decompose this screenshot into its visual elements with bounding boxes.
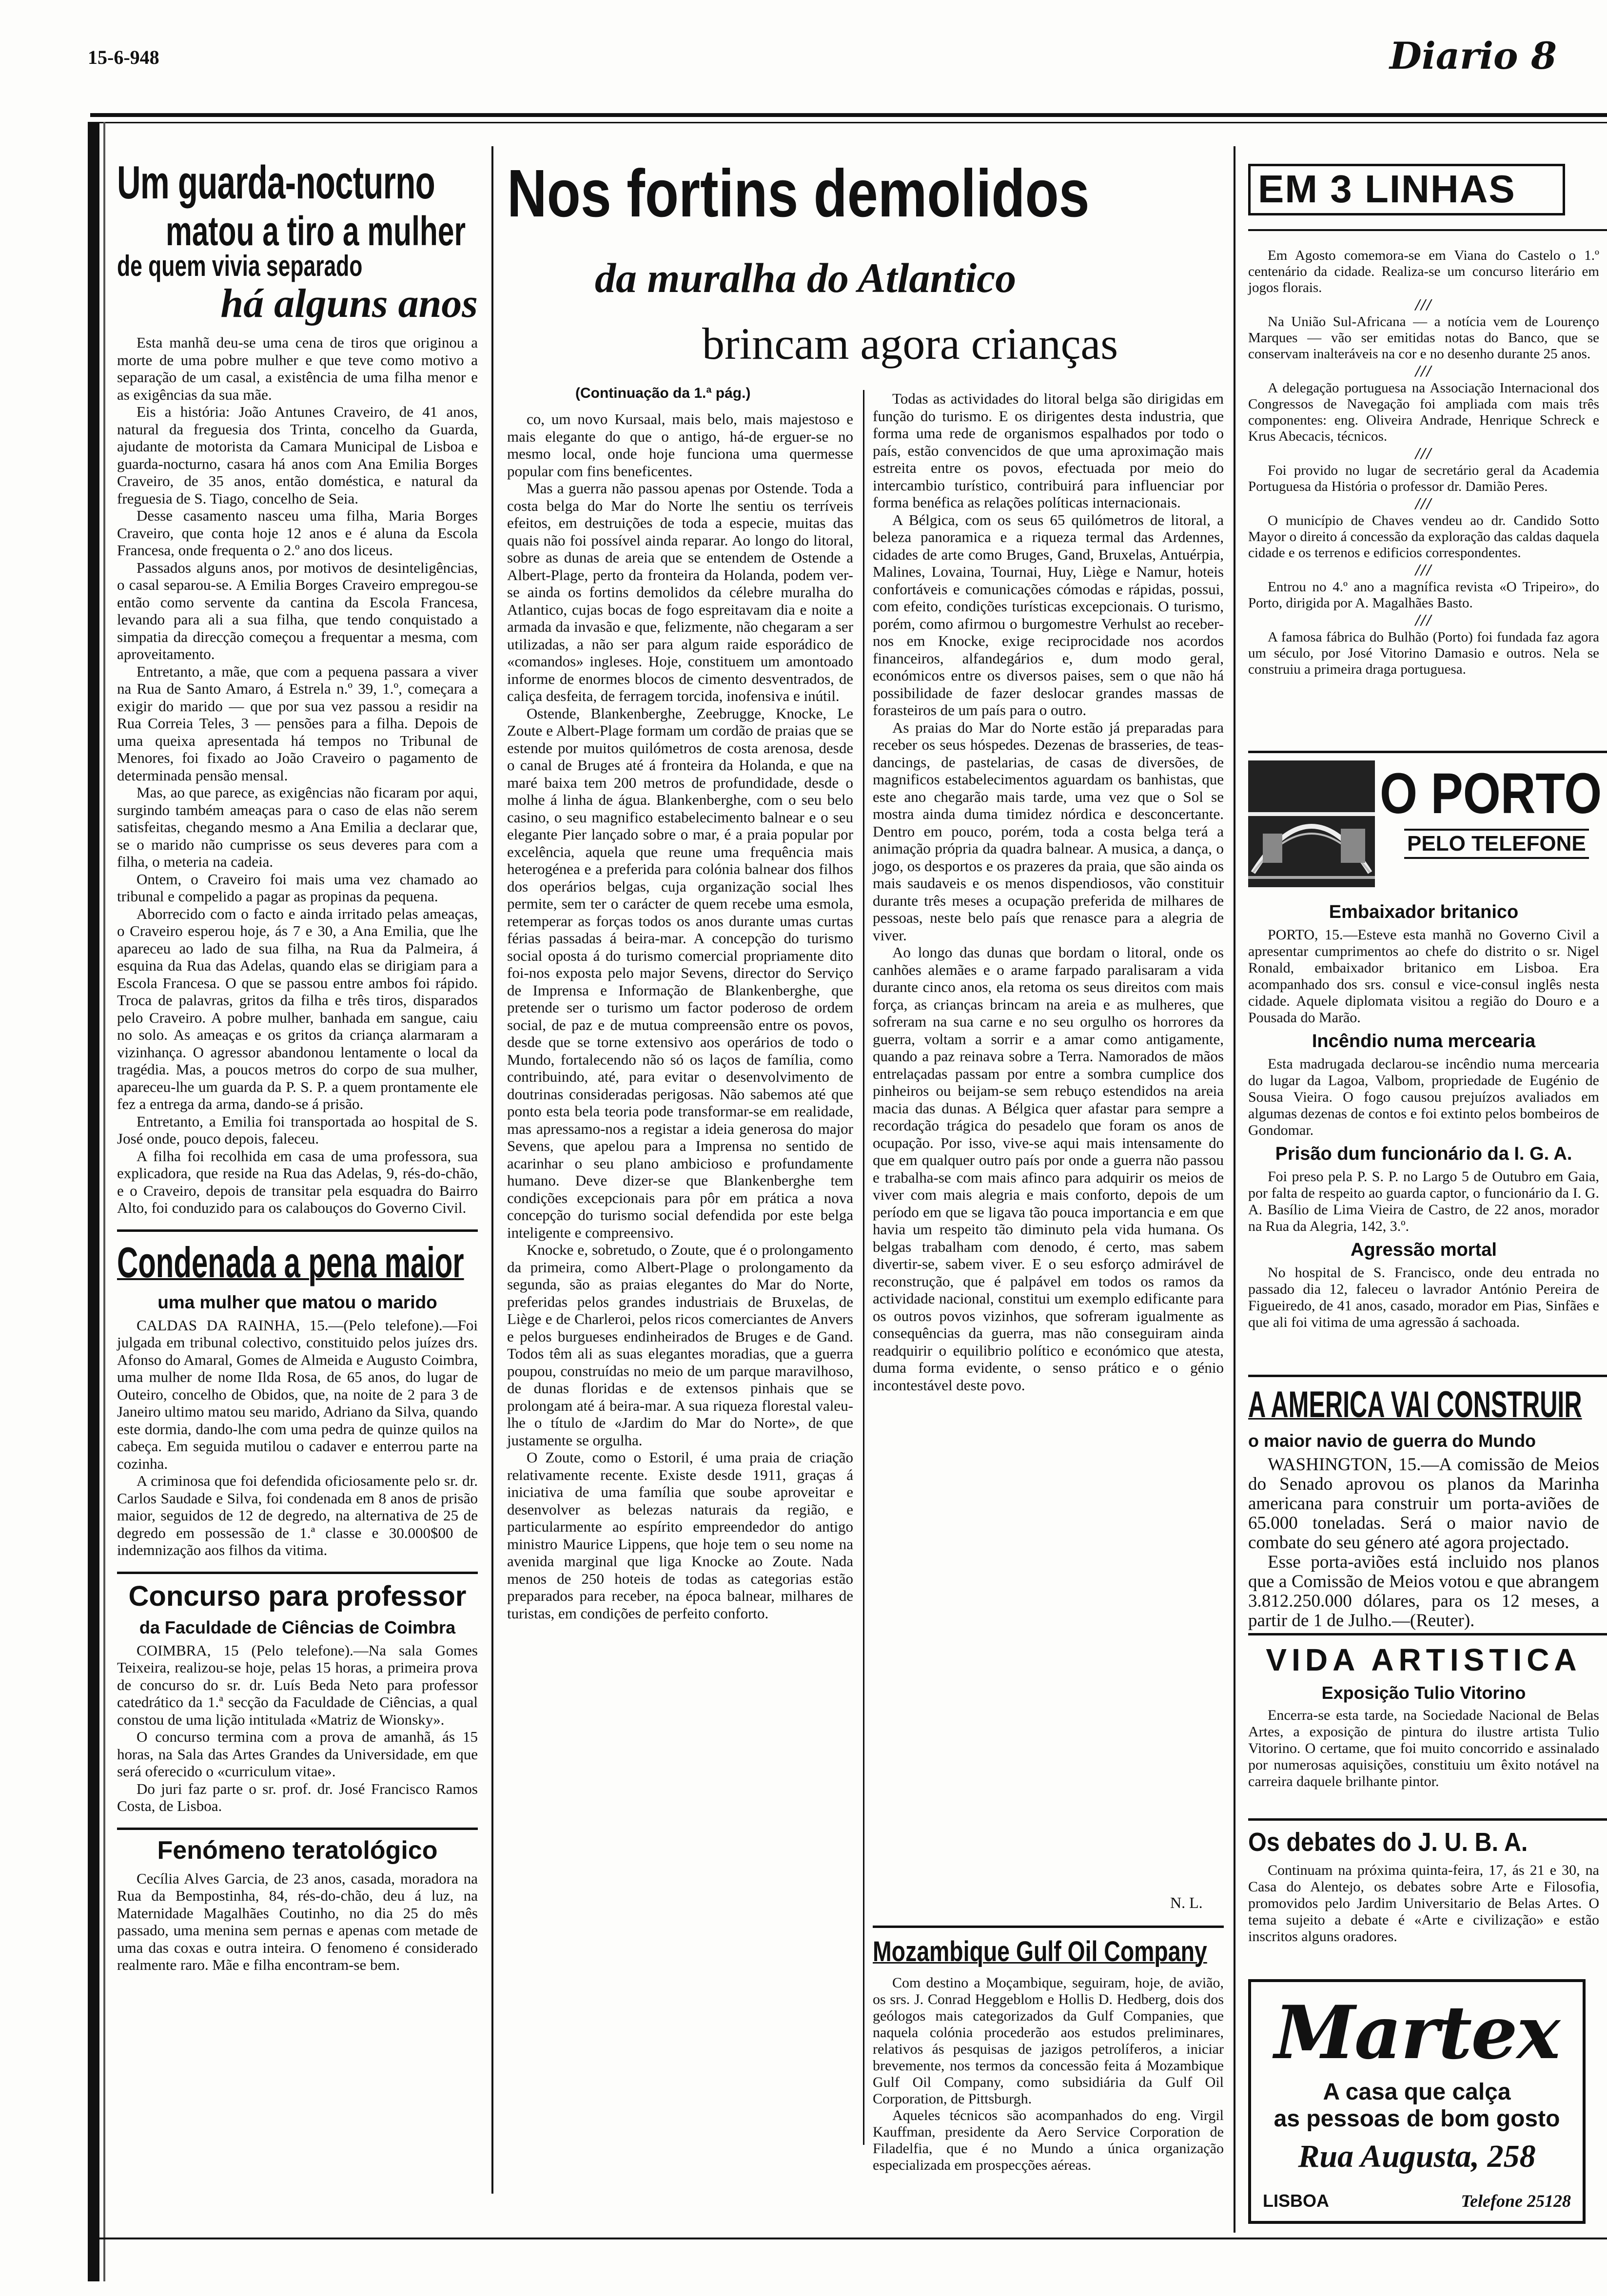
item-separator: /// <box>1415 495 1432 513</box>
porto-title: O PORTO <box>1380 761 1602 826</box>
porto-s4-title: Agressão mortal <box>1351 1240 1497 1260</box>
article-signature: N. L. <box>1170 1894 1203 1911</box>
paragraph: Todas as actividades do litoral belga são dirigidas em função do turismo. E os dirigentes desta industria, que forma uma rede de organismos espalhados por todo o país, estão convencidos de que uma aproximação mais estreita entre os povos, efectuada por meio do intercambio turístico, contribuirá para influenciar por forma benéfica as relações políticas internacionais. <box>873 390 1224 511</box>
column-rule-inner <box>863 390 864 2145</box>
paragraph: Com destino a Moçambique, seguiram, hoje, de avião, os srs. J. Conrad Heggeblom e Hollis D. Hedberg, dois dos geólogos mais categorizados da Gulf Companies, que naquela colónia procederão aos estudos preliminares, relativos ás pesquisas de jazigos petrolíferos, a iniciar brevemente, nos termos da concessão feita á Mozambique Gulf Oil Company, como subsidiária da Gulf Oil Corporation, de Pittsburgh. <box>873 1975 1224 2107</box>
continuation-note: (Continuação da 1.ª pág.) <box>575 385 751 401</box>
paragraph: Do juri faz parte o sr. prof. dr. José Francisco Ramos Costa, de Lisboa. <box>117 1780 478 1814</box>
left-margin-bar <box>88 122 99 2281</box>
vida-rule <box>1248 1633 1607 1635</box>
paragraph: A criminosa que foi defendida oficiosamente pelo sr. dr. Carlos Saudade e Silva, foi condenada em 8 anos de prisão maior, seguidos de 12 de degredo, na alternativa de 25 de degredo em possessão de 1.ª classe e 30.000$00 de indemnização aos filhos da vitima. <box>117 1472 478 1558</box>
vida-title: VIDA ARTISTICA <box>1266 1642 1582 1677</box>
juba-rule <box>1248 1818 1607 1821</box>
item-separator: /// <box>1415 561 1432 579</box>
subhead-criancas: brincam agora crianças <box>702 319 1118 369</box>
paragraph: Cecília Alves Garcia, de 23 anos, casada, moradora na Rua da Bempostinha, 84, rés-do-chão, deu á luz, na Maternidade Magalhães Coutinho, no dia 25 do mês passado, uma menina sem pernas e apenas com metade de uma das coxas e outra inteira. O fenomeno é considerado realmente raro. Mãe e filha encontram-se bem. <box>117 1869 478 1973</box>
story-guarda-title-line4: há alguns anos <box>220 281 478 326</box>
paragraph: Ostende, Blankenberghe, Zeebrugge, Knocke, Le Zoute e Albert-Plage formam um cordão de praias que se estende por muitos quilómetros de costa arenosa, desde o canal de Bruges até á fronteira da Holanda, e que na maré baixa tem 200 metros de profundidade, desde o molhe á linha de água. Blankenberghe, com o seu belo casino, o seu magnifico estabelecimento balnear e o seu elegante Pier lançado sobre o mar, é a praia popular por excelência, aquela que reune uma frequência mais heterogénea e a preferida para colónia balnear dos filhos dos operários belgas, cuja organização social lhes permite, sem ter o carácter de quem recebe uma esmola, retemperar as forças todos os anos durante umas curtas férias passadas á beira-mar. A concepção do turismo social oposta á do turismo comercial propriamente dito foi-nos exposta pelo major Sevens, director do Serviço de Imprensa e Informação de Blankenberghe, que pretende ser o turismo um factor poderoso de ordem social, de paz e de mutua compreensão entre os povos, desde que se torne extensivo aos operários de todo o Mundo, fortalecendo não só os laços de família, como contribuindo, até, para evitar o desenvolvimento de doutrinas consideradas perigosas. Não sabemos até que ponto esta bela teoria pode transformar-se em realidade, mas apressamo-nos a registar a ideia generosa do major Sevens, que apelou para a Imprensa no sentido de acarinhar o seu plano ambicioso e profundamente humano. Deve dizer-se que Blankenberghe tem condições excepcionais para pôr em prática a nova concepção do turismo social defendida por este belga inteligente e compreensivo. <box>507 704 853 1241</box>
america-body <box>1248 1455 1599 1631</box>
martex-line1: A casa que calça <box>1323 2079 1511 2105</box>
left-margin-bar-thin <box>103 122 105 2281</box>
paragraph: Ao longo das dunas que bordam o litoral, onde os canhões alemães e o arame farpado paralisaram a vida durante cinco anos, ela retoma os seus direitos com mais força, as crianças brincam na areia e as mulheres, que sofreram na sua carne e no seu orgulho os horrores da guerra, voltam a sorrir e a amar como antigamente, quando a paz reinava sobre a Terra. Namorados de mãos entrelaçadas passam por entre a sombra cumplice dos pinheiros ou beijam-se sem rebuço estendidos na areia macia das dunas. A Bélgica quer afastar para sempre a recordação trágica do pesadelo que foram os anos de ocupação. Por isso, vive-se aqui mais intensamente do que em qualquer outro país por onde a guerra não passou e trabalha-se com mais afinco para adquirir os meios de viver com mais alegria e mais conforto, depois de um período em que se ligava tão pouca importancia e em que havia um respeito tão diminuto pela vida humana. Os belgas trabalham com denodo, é certo, mas sabem divertir-se, sabem viver. E o seu esforço admirável de reconstrução, que é palpável em todos os ramos da actividade nacional, constitui um exemplo edificante para os outros povos vizinhos, que sofreram igualmente as consequências da guerra, mas não conseguiram ainda readquirir o equilibrio político e económico que atesta, duma forma evidente, o senso prático e o génio incontestável deste povo. <box>873 944 1224 1394</box>
gulf-divider <box>873 1926 1224 1928</box>
fortins-column-2 <box>873 390 1224 1394</box>
story-condenada-body <box>117 1317 478 1559</box>
column-rule <box>1234 146 1235 2233</box>
story-guarda <box>117 156 478 1974</box>
paragraph: O concurso termina com a prova de amanhã, ás 15 horas, na Sala das Artes Grandes da Universidade, em que será oferecido o «curriculum vitae». <box>117 1728 478 1780</box>
gulf-story <box>873 1935 1224 2174</box>
martex-city: LISBOA <box>1263 2191 1330 2211</box>
america-rule <box>1248 1375 1607 1377</box>
paragraph: WASHINGTON, 15.—A comissão de Meios do Senado aprovou os planos da Marinha americana para construir um porta-aviões de 65.000 toneladas. Será o maior navio de combate do seu género até agora projectado. <box>1248 1455 1599 1553</box>
story-guarda-kicker: Um guarda-nocturno <box>117 156 435 209</box>
em3linhas-rule <box>1248 229 1607 231</box>
porto-s1-title: Embaixador britanico <box>1329 902 1519 922</box>
subhead-muralha: da muralha do Atlantico <box>595 254 1017 301</box>
porto-subtitle: PELO TELEFONE <box>1404 829 1589 859</box>
america-story <box>1248 1383 1599 1631</box>
item-separator: /// <box>1415 296 1432 314</box>
em3linhas-title: EM 3 LINHAS <box>1258 167 1516 211</box>
story-guarda-title: matou a tiro a mulher <box>166 208 466 254</box>
brief-item: A delegação portuguesa na Associação Internacional dos Congressos de Navegação foi ampliada com mais três componentes: eng. Oliveira Andrade, Henrique Schreck e Krus Abecacis, técnicos. <box>1248 380 1599 444</box>
column-rule <box>491 146 493 2194</box>
header-rule-thin <box>90 122 1607 123</box>
paragraph: Passados alguns anos, por motivos de desinteligências, o casal separou-se. A Emilia Borges Craveiro empregou-se então como servente da cantina da Escola Francesa, levando para ali a sua filha, que tendo conquistado a simpatia da direcção começou a frequentar a mesma, com aproveitamento. <box>117 559 478 662</box>
item-separator: /// <box>1415 445 1432 463</box>
story-guarda-body <box>117 334 478 1217</box>
paragraph: As praias do Mar do Norte estão já preparadas para receber os seus hóspedes. Dezenas de brasseries, de teas-dancings, de pastelarias, de casas de diversões, de magnificos estabelecimentos aguardam os banhistas, que este ano chegarão mais tarde, uma vez que o Sol se mostra ainda duma timidez nórdica e desconcertante. Dentro em pouco, porém, toda a costa belga terá a animação própria da quadra balnear. A musica, a dança, o jogo, os desportos e os prazeres da praia, que são ainda os mais saudaveis e os menos dispendiosos, vão constituir durante três meses a ocupação preferida de milhares de pessoas, neste belo país que renasce para a alegria de viver. <box>873 719 1224 944</box>
paragraph: O Zoute, como o Estoril, é uma praia de criação relativamente recente. Existe desde 1911, graças á iniciativa de uma família que soube aproveitar e desenvolver as belezas naturais da região, e particularmente ao espírito empreendedor do antigo ministro Maurice Lippens, que hoje tem o seu nome na avenida marginal que liga Knocke ao Zoute. Nada menos de 250 hoteis de todas as categorias estão preparados para receber, na época balnear, milhares de turistas, em condições de perfeito conforto. <box>507 1449 853 1622</box>
porto-s1-body: PORTO, 15.—Esteve esta manhã no Governo Civil a apresentar cumprimentos ao chefe do distrito o sr. Nigel Ronald, embaixador britanico em Lisboa. Era acompanhado dos srs. consul e vice-consul inglês nesta cidade. Aquele diplomata visitou a região do Douro e a Pousada do Marão. <box>1248 927 1599 1026</box>
story-condenada-title: Condenada a pena maior <box>117 1238 464 1286</box>
story-fenomeno-body <box>117 1870 478 1974</box>
story-divider <box>117 1828 478 1830</box>
america-title: A AMERICA VAI CONSTRUIR <box>1248 1384 1582 1425</box>
page-date: 15-6-948 <box>88 46 159 68</box>
paragraph: Knocke e, sobretudo, o Zoute, que é o prolongamento da primeira, como Albert-Plage o prolongamento da segunda, são as praias elegantes do Mar do Norte, preferidas pelos grandes industriais de Bruxelas, de Liège e de Charleroi, pelos ricos comerciantes de Anvers e pelos burgueses endinheirados de Bruges e de Gand. Todos têm ali as suas elegantes moradias, que a guerra poupou, construídas no meio de um parque maravilhoso, de dunas floridas e de extensos pinhais que se prolongam até á beira-mar. A sua riqueza florestal valeu-lhe o título de «Jardim do Mar do Norte», de que justamente se orgulha. <box>507 1241 853 1449</box>
fortins-column-1 <box>507 410 853 1622</box>
vida-subtitle: Exposição Tulio Vitorino <box>1321 1683 1526 1703</box>
martex-ad <box>1248 1979 1586 2224</box>
gulf-title: Mozambique Gulf Oil Company <box>873 1936 1207 1967</box>
paragraph: Desse casamento nasceu uma filha, Maria Borges Craveiro, que conta hoje 12 anos e é aluna da Escola Francesa, onde frequenta o 2.º ano dos liceus. <box>117 507 478 559</box>
footer-rule <box>90 2238 1607 2239</box>
paragraph: A filha foi recolhida em casa de uma professora, sua explicadora, que reside na Rua das Adelas, 9, rés-do-chão, e o Craveiro, depois de transitar pela esquadra do Bairro Alto, foi conduzido para os calabouços do Governo Civil. <box>117 1147 478 1216</box>
porto-s3-body: Foi preso pela P. S. P. no Largo 5 de Outubro em Gaia, por falta de respeito ao guarda captor, o funcionário da I. G. A. Basílio de Lima Vieira de Castro, de 22 anos, morador na Rua da Alegria, 142, 3.º. <box>1248 1168 1599 1234</box>
story-concurso-body <box>117 1642 478 1815</box>
martex-brand: Martex <box>1274 1990 1560 2076</box>
paragraph: Eis a história: João Antunes Craveiro, de 41 anos, natural da freguesia dos Trinta, concelho da Guarda, ajudante de motorista da Camara Municipal de Lisboa e guarda-nocturno, casara há anos com Ana Emilia Borges Craveiro, de 35 anos, então doméstica, e natural da freguesia de S. Tiago, concelho de Seia. <box>117 403 478 507</box>
paragraph: Entretanto, a Emilia foi transportada ao hospital de S. José onde, pouco depois, faleceu. <box>117 1112 478 1147</box>
brief-item: Em Agosto comemora-se em Viana do Castelo o 1.º centenário da cidade. Realiza-se um concurso literário em jogos florais. <box>1248 248 1599 295</box>
paragraph: co, um novo Kursaal, mais belo, mais majestoso e mais elegante do que o antigo, há-de erguer-se no mesmo local, onde hoje funciona uma quermesse popular com fins beneficentes. <box>507 410 853 480</box>
vida-body: Encerra-se esta tarde, na Sociedade Nacional de Belas Artes, a exposição de pintura do ilustre artista Tulio Vitorino. O certame, que foi muito concorrido e assinalado por numerosas aquisições, constituiu um êxito notável na carreira daquele brilhante pintor. <box>1248 1707 1599 1790</box>
paragraph: COIMBRA, 15 (Pelo telefone).—Na sala Gomes Teixeira, realizou-se hoje, pelas 15 horas, a primeira prova de concurso do sr. dr. Luís Beda Neto para professor catedrático da 1.ª secção da Faculdade de Ciências, a qual constou de uma lição intitulada «Matriz de Wionsky». <box>117 1641 478 1728</box>
martex-line2: as pessoas de bom gosto <box>1274 2106 1560 2132</box>
story-concurso-subtitle: da Faculdade de Ciências de Coimbra <box>139 1617 456 1637</box>
story-concurso-title: Concurso para professor <box>128 1580 467 1612</box>
story-divider <box>117 1229 478 1232</box>
story-guarda-title-line3: de quem vivia separado <box>117 250 363 282</box>
paragraph: Mas, ao que parece, as exigências não ficaram por aqui, surgindo também ameaças para o caso de elas não serem satisfeitas, chegando mesmo a Ana Emilia a declarar que, se o marido não cumprisse os seus deveres para com a filha, o meteria na cadeia. <box>117 784 478 870</box>
juba-story <box>1248 1827 1599 1945</box>
vida-story <box>1248 1642 1599 1790</box>
porto-s4-body: No hospital de S. Francisco, onde deu entrada no passado dia 12, faleceu o lavrador António Pereira de Figueiredo, de 41 anos, casado, morador em Pias, Sinfães e que ali foi vitima de uma agressão á sachoada. <box>1248 1265 1599 1330</box>
headline-fortins: Nos fortins demolidos <box>507 156 1090 231</box>
masthead: Diario 8 <box>1390 34 1557 78</box>
paragraph: A Bélgica, com os seus 65 quilómetros de litoral, a beleza panoramica e a riqueza termal das Ardennes, cidades de arte como Bruges, Gand, Bruxelas, Antuérpia, Malines, Lovaina, Tournai, Huy, Liège e Namur, hoteis confortáveis e comunicações cómodas e rápidas, possui, com efeito, condições turísticas excepcionais. O turismo, porém, como afirmou o burgomestre Verhulst ao receber-nos em Knocke, exige reciprocidade nos acordos financeiros, alfandegários e, dum modo geral, económicos entre os diversos paises, sem o que não há possibilidade de fazer deslocar grandes massas de forasteiros de um país para o outro. <box>873 511 1224 719</box>
juba-title: Os debates do J. U. B. A. <box>1248 1828 1528 1857</box>
story-condenada-subtitle: uma mulher que matou o marido <box>157 1292 437 1312</box>
porto-s2-body: Esta madrugada declarou-se incêndio numa mercearia do lugar da Lagoa, Valbom, propriedade de Eugénio de Sousa Vieira. O fogo causou prejuízos avaliados em algumas dezenas de contos e foi extinto pelos bombeiros de Gondomar. <box>1248 1056 1599 1138</box>
brief-item: A famosa fábrica do Bulhão (Porto) foi fundada faz agora um século, por José Vitorino Damasio e outros. Nela se construiu a primeira draga portuguesa. <box>1248 629 1599 677</box>
paragraph: Esta manhã deu-se uma cena de tiros que originou a morte de uma pobre mulher e que teve como motivo a separação de um casal, a existência de uma filha menor e as exigências da sua mãe. <box>117 334 478 403</box>
martex-phone: Telefone 25128 <box>1461 2191 1571 2211</box>
story-fenomeno-title: Fenómeno teratológico <box>157 1836 438 1865</box>
brief-item: Foi provido no lugar de secretário geral da Academia Portuguesa da História o professor dr. Damião Peres. <box>1248 463 1599 494</box>
porto-s2-title: Incêndio numa mercearia <box>1312 1031 1536 1051</box>
porto-bridge-illustration <box>1248 760 1375 887</box>
em3linhas-items <box>1248 248 1599 678</box>
paragraph: Aborrecido com o facto e ainda irritado pelas ameaças, o Craveiro esperou hoje, ás 7 e 30, a Ana Emilia, que lhe apareceu ao lado de sua filha, na Rua da Palmeira, á esquina da Rua das Adelas, quando elas se dirigiam para a Escola Francesa. O que se passou entre ambos foi rápido. Troca de palavras, gritos da filha e três tiros, disparados pelo Craveiro. A pobre mulher, banhada em sangue, caiu no solo. As ameaças e os gritos da criança alarmaram a vizinhança. O agressor abandonou lentamente o local da tragédia. Mas, a poucos metros do corpo de sua mulher, apareceu-lhe um guarda da P. S. P. a quem prontamente ele fez a entrega da arma, dando-se á prisão. <box>117 905 478 1112</box>
item-separator: /// <box>1415 611 1432 629</box>
paragraph: Ontem, o Craveiro foi mais uma vez chamado ao tribunal e compelido a pagar as propinas da pequena. <box>117 870 478 905</box>
porto-s3-title: Prisão dum funcionário da I. G. A. <box>1275 1144 1572 1164</box>
paragraph: Mas a guerra não passou apenas por Ostende. Toda a costa belga do Mar do Norte lhe sentiu os terríveis efeitos, em destruições de toda a especie, muitas das quais não foi possível ainda reparar. Ao longo do litoral, sobre as dunas de areia que se entendem de Ostende a Albert-Plage, perto da fronteira da Holanda, podem ver-se ainda os fortins demolidos da célebre muralha do Atlantico, cujas bocas de fogo espreitavam dia e noite a armada da invasão e que, felizmente, não chegaram a ser utilizadas, a não ser para algum raide esporádico de «comandos» ingleses. Hoje, constituem um amontoado informe de enormes blocos de cimento desventrados, de caliça desfeita, de ferragem torcida, inofensiva e inútil. <box>507 480 853 704</box>
paragraph: Entretanto, a mãe, que com a pequena passara a viver na Rua de Santo Amaro, á Estrela n.º 39, 1.º, começara a exigir do marido — que por sua vez passou a residir na Rua Correia Teles, 3 — pensões para a filha. Depois de uma queixa apresentada há tempos no Tribunal de Menores, foi fixado ao João Craveiro o pagamento de determinada pensão mensal. <box>117 662 478 784</box>
martex-address: Rua Augusta, 258 <box>1298 2139 1536 2174</box>
item-separator: /// <box>1415 362 1432 380</box>
brief-item: Entrou no 4.º ano a magnífica revista «O Tripeiro», do Porto, dirigida por A. Magalhães Basto. <box>1248 579 1599 611</box>
porto-stories <box>1248 897 1599 1331</box>
gulf-body <box>873 1975 1224 2174</box>
porto-rule-top <box>1248 751 1607 753</box>
juba-body: Continuam na próxima quinta-feira, 17, ás 21 e 30, na Casa do Alentejo, os debates sobre Arte e Filosofia, promovidos pelo Jardim Universitario de Belas Artes. O tema sujeito a debate é «Arte e civilização» e estão inscritos alguns oradores. <box>1248 1862 1599 1945</box>
brief-item: Na União Sul-Africana — a notícia vem de Lourenço Marques — vão ser emitidas notas do Banco, que se conservam inalteráveis na cor e no desenho durante 25 anos. <box>1248 314 1599 362</box>
america-subtitle: o maior navio de guerra do Mundo <box>1248 1431 1536 1451</box>
header-rule <box>90 113 1607 117</box>
brief-item: O município de Chaves vendeu ao dr. Candido Sotto Mayor o direito á concessão da exploração das caldas daquela cidade e os terrenos e edificios correspondentes. <box>1248 513 1599 561</box>
story-divider <box>117 1572 478 1574</box>
paragraph: CALDAS DA RAINHA, 15.—(Pelo telefone).—Foi julgada em tribunal colectivo, constituido pelos juízes drs. Afonso do Amaral, Gomes de Almeida e Augusto Coimbra, uma mulher de nome Ilda Rosa, de 65 anos, do lugar de Outeiro, concelho de Obidos, que, na noite de 2 para 3 de Janeiro ultimo matou seu marido, Adriano da Silva, quando este dormia, dando-lhe com uma pedra de quinze quilos na cabeça. Em seguida mutilou o cadaver e enterrou parte na cozinha. <box>117 1316 478 1472</box>
paragraph: Esse porta-aviões está incluido nos planos que a Comissão de Meios votou e que abrangem 3.812.250.000 dólares, para os 12 meses, a partir de 1 de Julho.—(Reuter). <box>1248 1552 1599 1631</box>
paragraph: Aqueles técnicos são acompanhados do eng. Virgil Kauffman, presidente da Aero Service Corporation de Filadelfia, que é no Mundo a única organização especializada em prospecções aéreas. <box>873 2107 1224 2173</box>
